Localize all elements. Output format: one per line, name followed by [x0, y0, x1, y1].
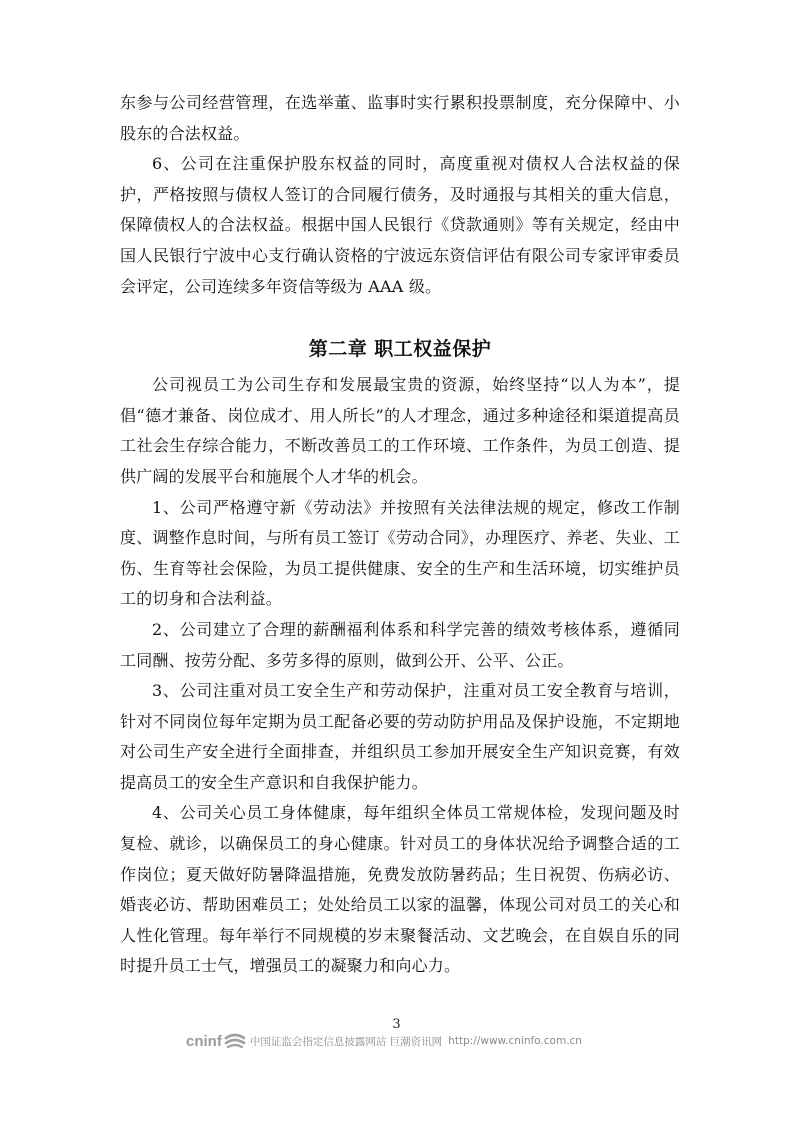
- footer-description: 中国证监会指定信息披露网站 巨潮资讯网: [249, 1035, 443, 1048]
- page-footer: [186, 1030, 582, 1052]
- paragraph: 东参与公司经营管理，在选举董、监事时实行累积投票制度，充分保障中、小股东的合法权益。: [120, 93, 680, 143]
- paragraph: 6、公司在注重保护股东权益的同时，高度重视对债权人合法权益的保护，严格按照与债权人签订的合同履行债务，及时通报与其相关的重大信息，保障债权人的合法权益。根据中国人民银行《贷款通则》等有关规定，经由中国人民银行宁波中心支行确认资格的宁波远东资信评估有限公司专家评审委员会评定，公司连续多年资信等级为 AAA 级。: [120, 154, 680, 296]
- footer-url[interactable]: http://www.cninfo.com.cn: [448, 1035, 582, 1047]
- paragraph: 2、公司建立了合理的薪酬福利体系和科学完善的绩效考核体系，遵循同工同酬、按劳分配、多劳多得的原则，做到公开、公平、公正。: [120, 619, 680, 670]
- paragraph: 1、公司严格遵守新《劳动法》并按照有关法律法规的规定，修改工作制度、调整作息时间，与所有员工签订《劳动合同》，办理医疗、养老、失业、工伤、生育等社会保险，为员工提供健康、安全的生产和生活环境，切实维护员工的切身和合法利益。: [120, 497, 680, 609]
- paragraph: 4、公司关心员工身体健康，每年组织全体员工常规体检，发现问题及时复检、就诊，以确保员工的身心健康。针对员工的身体状况给予调整合适的工作岗位；夏天做好防暑降温措施，免费发放防暑药品；生日祝贺、伤病必访、婚丧必访、帮助困难员工；处处给员工以家的温馨，体现公司对员工的关心和人性化管理。每年举行不同规模的岁末聚餐活动、文艺晚会，在自娱自乐的同时提升员工士气，增强员工的凝聚力和向心力。: [120, 803, 680, 976]
- page-number: 3: [392, 1017, 401, 1032]
- paragraph: 公司视员工为公司生存和发展最宝贵的资源，始终坚持“以人为本”，提倡“德才兼备、岗位成才、用人所长”的人才理念，通过多种途径和渠道提高员工社会生存综合能力，不断改善员工的工作环境、工作条件，为员工创造、提供广阔的发展平台和施展个人才华的机会。: [120, 375, 680, 486]
- logo-text: cninf: [186, 1032, 222, 1050]
- chapter-title: 第二章 职工权益保护: [308, 338, 492, 361]
- paragraph: 3、公司注重对员工安全生产和劳动保护，注重对员工安全教育与培训，针对不同岗位每年定期为员工配备必要的劳动防护用品及保护设施，不定期地对公司生产安全进行全面排查，并组织员工参加开展安全生产知识竞赛，有效提高员工的安全生产意识和自我保护能力。: [120, 681, 680, 792]
- document-body: [120, 88, 680, 982]
- cninfo-logo-icon: [224, 1033, 246, 1049]
- cninfo-logo: [186, 1033, 246, 1050]
